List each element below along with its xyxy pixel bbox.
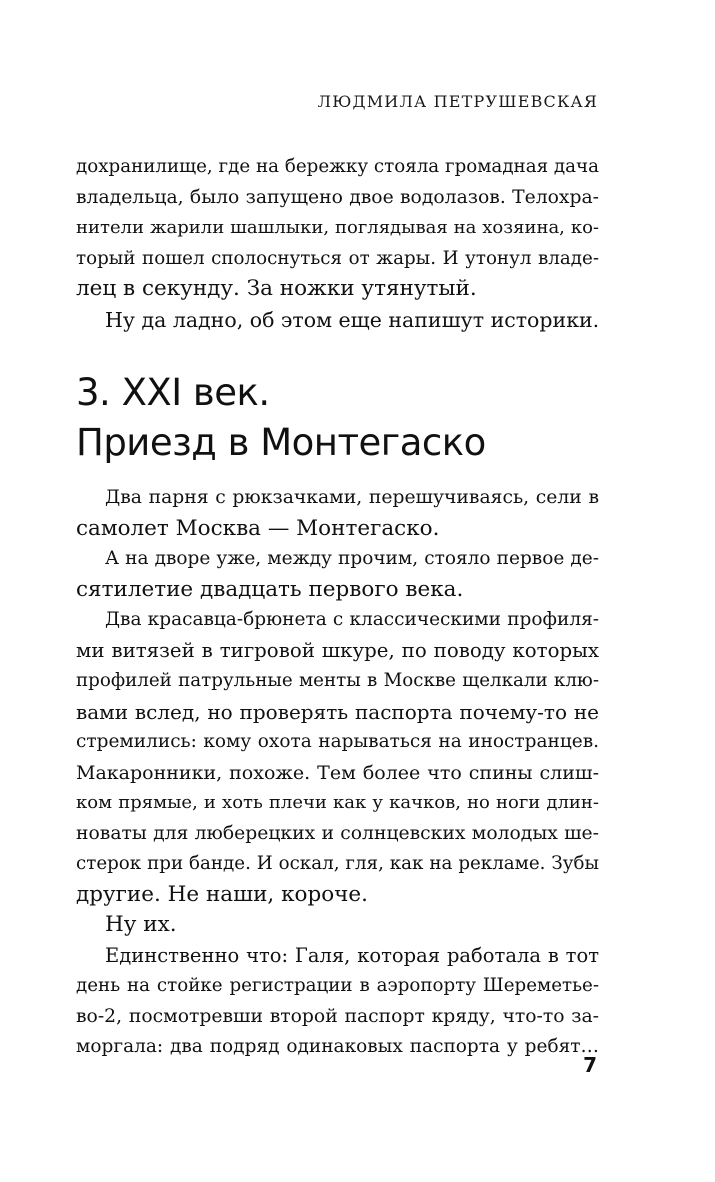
text-line: ми витязей в тигровой шкуре, по поводу которых <box>76 638 599 662</box>
text-line: стремились: кому охота нарываться на иностранцев. <box>76 731 599 752</box>
text-line: Два парня с рюкзачками, перешучиваясь, сели в <box>105 487 599 508</box>
running-header: ЛЮДМИЛА ПЕТРУШЕВСКАЯ <box>317 92 598 111</box>
text-line: самолет Москва — Монтегаско. <box>76 515 440 541</box>
chapter-heading <box>76 368 486 468</box>
text-line: вами вслед, но проверять паспорта почему-то не <box>76 699 599 724</box>
chapter-heading-line-2: Приезд в Монтегаско <box>76 421 486 464</box>
text-line: Ну да ладно, об этом еще напишут историки. <box>105 307 600 332</box>
text-line: Макаронники, похоже. Тем более что спины слиш- <box>76 761 599 784</box>
page-number: 7 <box>583 1053 597 1077</box>
text-line: день на стойке регистрации в аэропорту Шереметье- <box>76 975 599 996</box>
text-line: лец в секунду. За ножки утянутый. <box>76 276 477 301</box>
text-line: моргала: два подряд одинаковых паспорта у ребят… <box>76 1036 599 1057</box>
body-text-block <box>76 483 599 1063</box>
text-line: новаты для люберецких и солнцевских молодых ше- <box>76 822 599 844</box>
text-line: дохранилище, где на бережку стояла громадная дача <box>76 156 599 177</box>
text-line: нители жарили шашлыки, поглядывая на хозяина, ко- <box>76 217 599 238</box>
text-line: Два красавца-брюнета с классическими профиля- <box>105 609 599 630</box>
text-line: Единственно что: Галя, которая работала в тот <box>105 943 599 967</box>
text-line: торый пошел сполоснуться от жары. И утонул владе- <box>76 247 599 269</box>
text-line: сятилетие двадцать первого века. <box>76 576 464 602</box>
text-line: другие. Не наши, короче. <box>76 881 368 907</box>
text-line: профилей патрульные менты в Москве щелкали клю- <box>76 670 599 691</box>
chapter-heading-line-1: 3. XXI век. <box>76 371 270 414</box>
text-line: стерок при банде. И оскал, гля, как на рекламе. Зубы <box>76 853 599 874</box>
text-line: А на дворе уже, между прочим, стояло первое де- <box>105 548 599 569</box>
top-text-block <box>76 152 599 335</box>
text-line: ком прямые, и хоть плечи как у качков, но ноги длин- <box>76 792 599 813</box>
text-line: во-2, посмотревши второй паспорт кряду, что-то за- <box>76 1005 599 1027</box>
text-line: владельца, было запущено двое водолазов. Телохра- <box>76 186 599 208</box>
text-line: Ну их. <box>105 912 177 937</box>
